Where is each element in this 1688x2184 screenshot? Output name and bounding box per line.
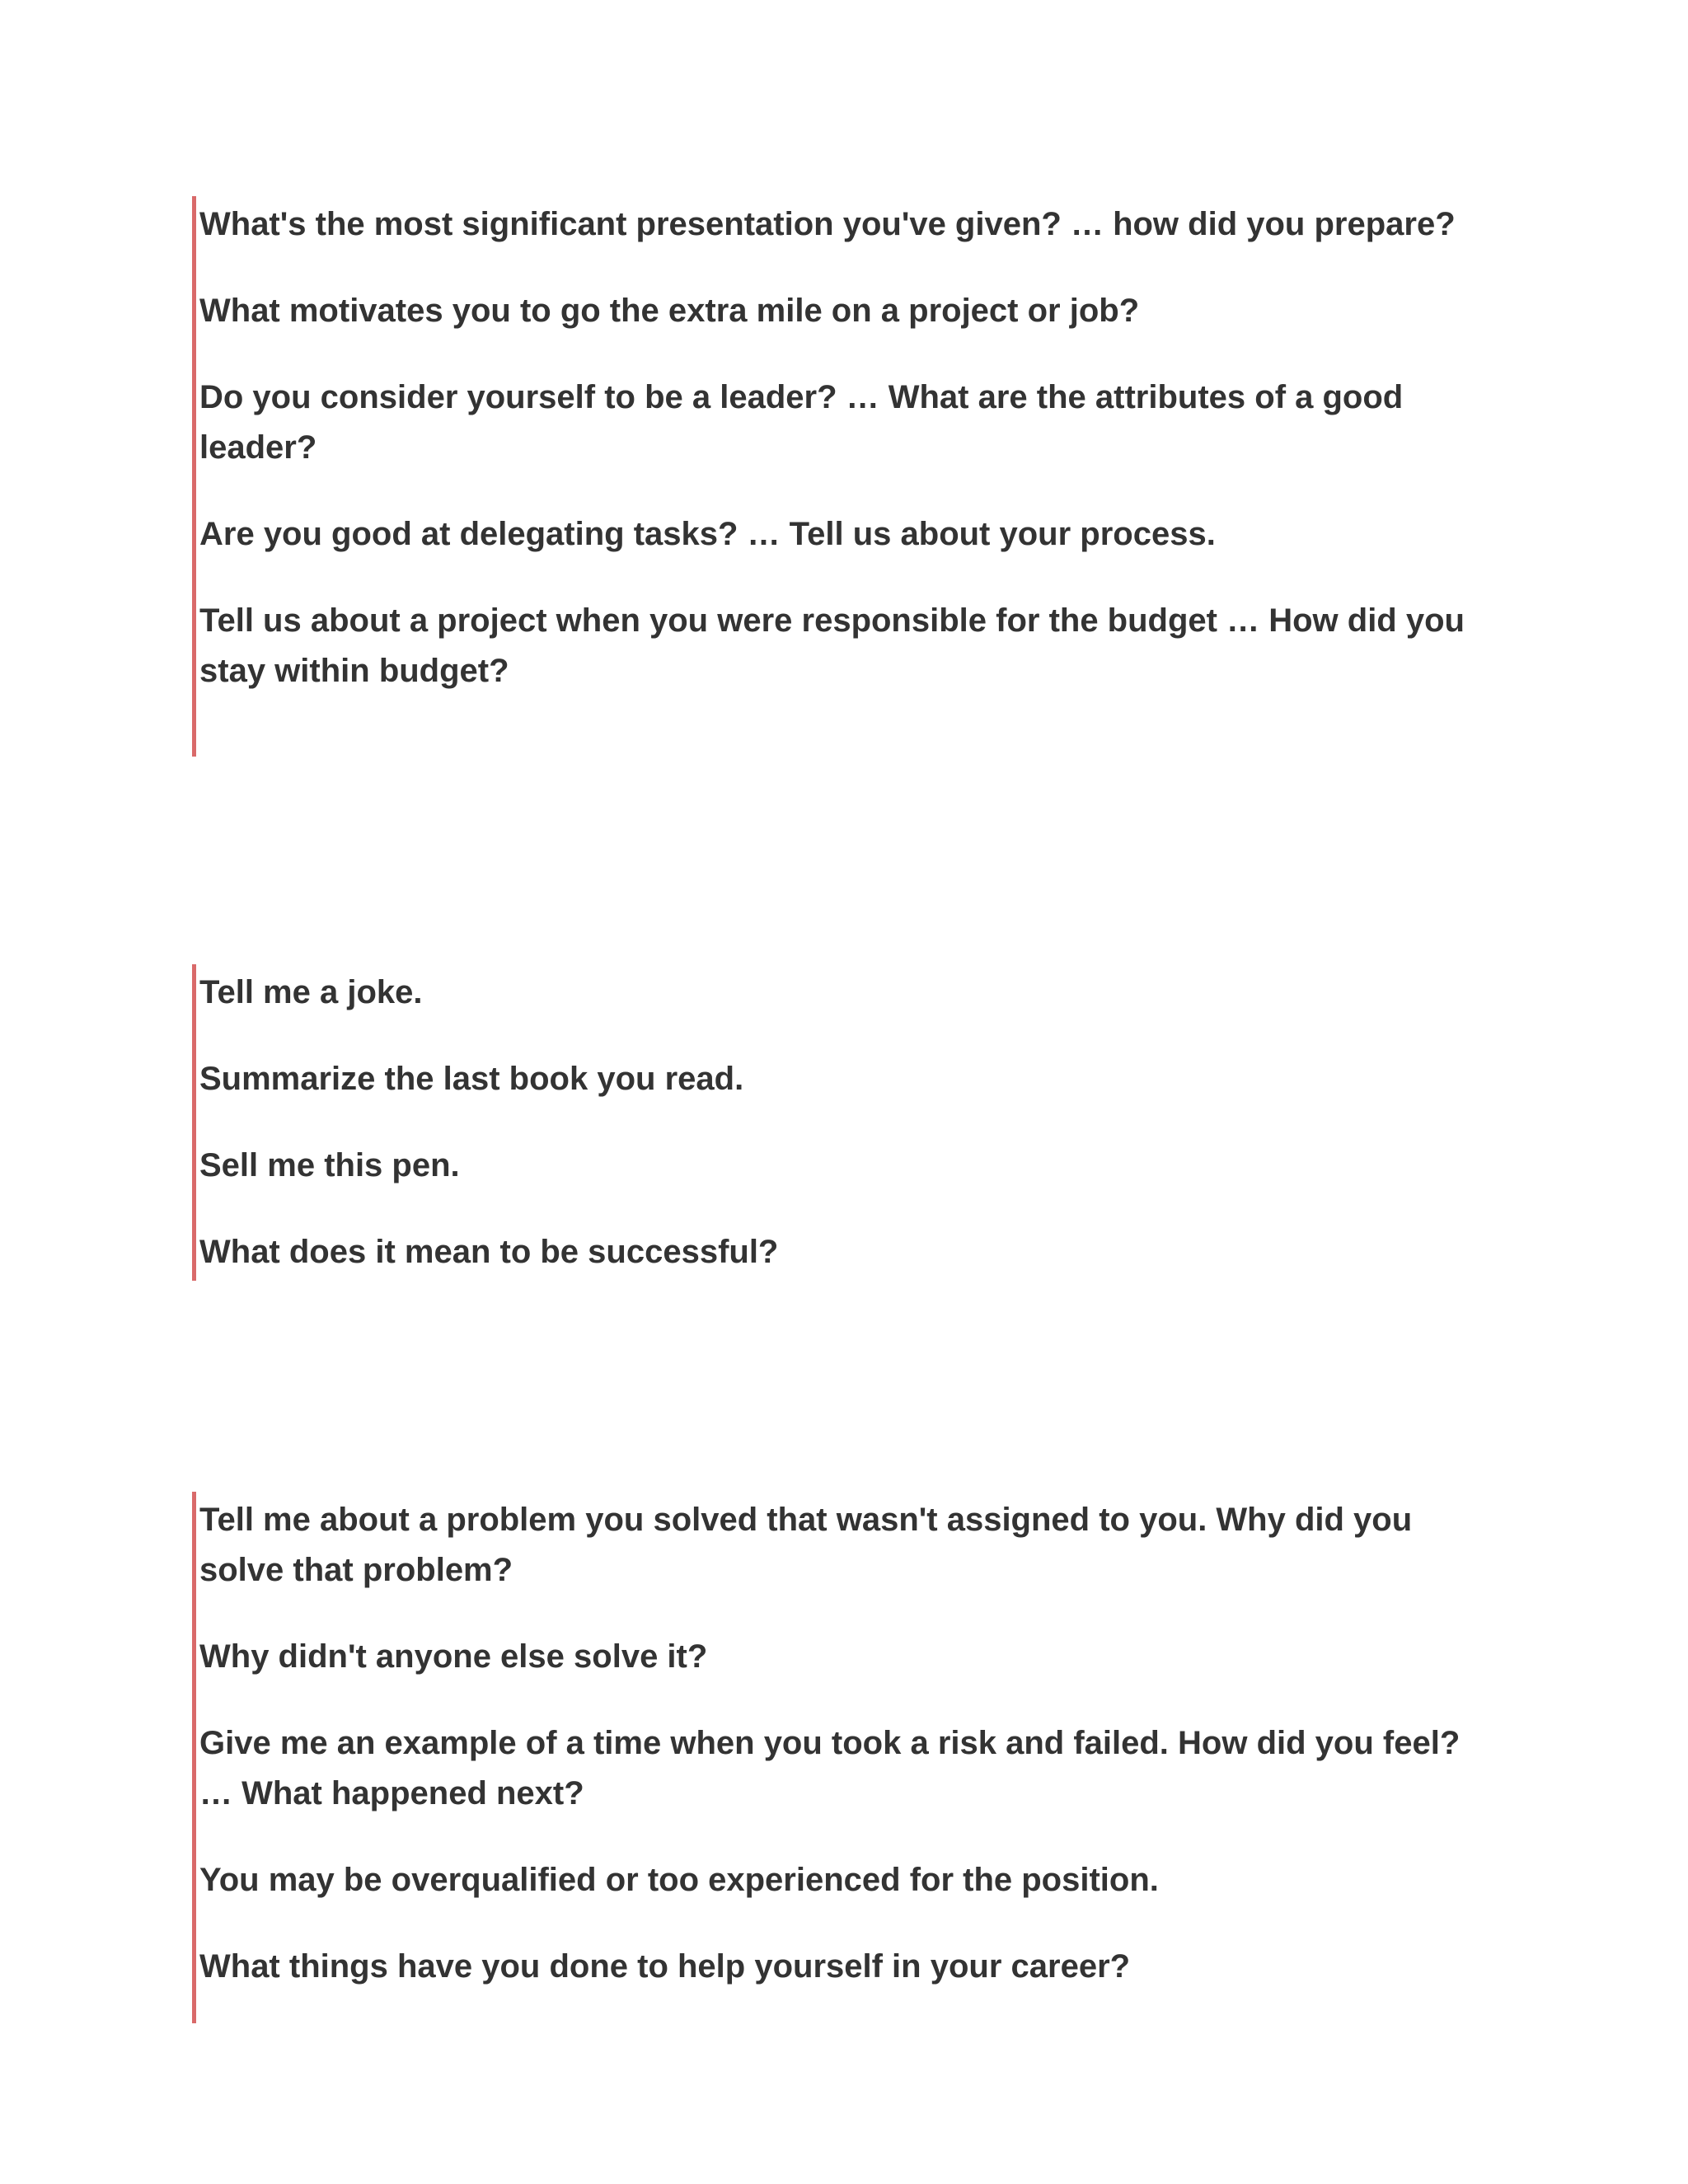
question-text: Are you good at delegating tasks? … Tell us about your process.	[199, 516, 1216, 552]
question-text: Summarize the last book you read.	[199, 1061, 744, 1097]
question-text: Tell us about a project when you were responsible for the budget … How did you stay within budget?	[199, 602, 1465, 689]
question-block-1	[192, 196, 1494, 757]
question-text: Sell me this pen.	[199, 1147, 460, 1183]
question-text: What does it mean to be successful?	[199, 1234, 779, 1270]
question-text: Do you consider yourself to be a leader? … What are the attributes of a good leader?	[199, 379, 1404, 466]
question-text: What motivates you to go the extra mile on a project or job?	[199, 293, 1140, 329]
question-block-3	[192, 1492, 1494, 2023]
question-block-2	[192, 964, 1494, 1281]
question-text: Tell me about a problem you solved that wasn't assigned to you. Why did you solve that problem?	[199, 1502, 1413, 1588]
question-text: Why didn't anyone else solve it?	[199, 1638, 708, 1675]
question-text: Give me an example of a time when you took a risk and failed. How did you feel? … What happened next?	[199, 1725, 1461, 1811]
question-text: What things have you done to help yourself in your career?	[199, 1948, 1131, 1985]
question-text: What's the most significant presentation you've given? … how did you prepare?	[199, 206, 1456, 242]
question-text: Tell me a joke.	[199, 974, 423, 1010]
question-text: You may be overqualified or too experienced for the position.	[199, 1862, 1159, 1898]
